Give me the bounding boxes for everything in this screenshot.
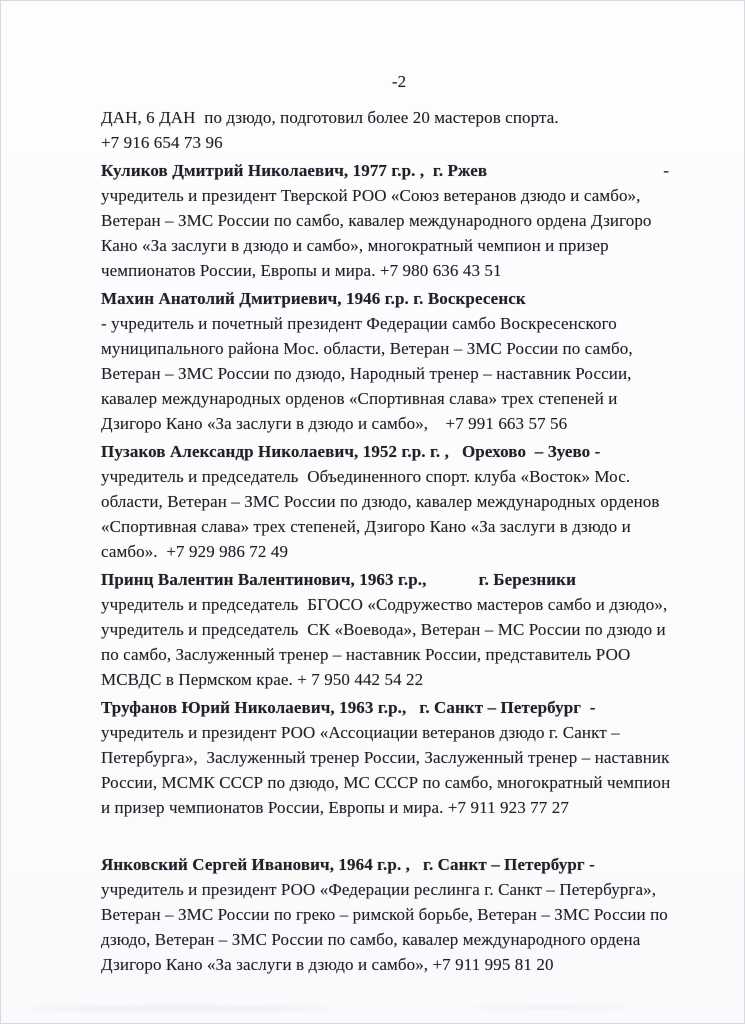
description-line: Ветеран – ЗМС России по дзюдо, Народный тренер – наставник России,	[101, 364, 632, 383]
person-description	[101, 183, 669, 283]
person-entry	[101, 567, 669, 692]
page-number: -2	[391, 72, 407, 91]
heading-dash: -	[663, 161, 669, 180]
description-line: чемпионатов России, Европы и мира. +7 980 636 43 51	[101, 261, 502, 280]
description-line: Кано «За заслуги в дзюдо и самбо», многократный чемпион и призер	[101, 236, 609, 255]
person-description	[101, 720, 669, 820]
description-line: муниципального района Мос. области, Ветеран – ЗМС России по самбо,	[101, 339, 633, 358]
description-line: России, МСМК СССР по дзюдо, МС СССР по самбо, многократный чемпион	[101, 773, 671, 792]
entries-list	[101, 158, 669, 977]
person-description	[101, 592, 669, 692]
person-heading: Пузаков Александр Николаевич, 1952 г.р. г. , Орехово – Зуево -	[101, 442, 601, 461]
description-line: по самбо, Заслуженный тренер – наставник России, представитель РОО	[101, 645, 631, 664]
description-line: учредитель и президент Тверской РОО «Союз ветеранов дзюдо и самбо»,	[101, 186, 641, 205]
person-heading-row	[101, 439, 669, 464]
person-entry	[101, 852, 669, 977]
person-entry	[101, 439, 669, 564]
description-line: Дзигоро Кано «За заслуги в дзюдо и самбо», +7 991 663 57 56	[101, 414, 568, 433]
person-description	[101, 464, 669, 564]
person-description	[101, 877, 669, 977]
description-line: МСВДС в Пермском крае. + 7 950 442 54 22	[101, 670, 424, 689]
description-line: учредитель и президент РОО «Ассоциации ветеранов дзюдо г. Санкт –	[101, 723, 620, 742]
person-heading-row	[101, 852, 669, 877]
description-line: «Спортивная слава» трех степеней, Дзигоро Кано «За заслуги в дзюдо и	[101, 517, 631, 536]
person-heading: Янковский Сергей Иванович, 1964 г.р. , г. Санкт – Петербург -	[101, 855, 595, 874]
person-description	[101, 311, 669, 436]
intro-line: +7 916 654 73 96	[101, 133, 223, 152]
person-heading: Принц Валентин Валентинович, 1963 г.р., г. Березники	[101, 570, 576, 589]
description-line: области, Ветеран – ЗМС России по дзюдо, кавалер международных орденов	[101, 492, 660, 511]
description-line: самбо». +7 929 986 72 49	[101, 542, 289, 561]
person-heading: Куликов Дмитрий Николаевич, 1977 г.р. , г. Ржев	[101, 161, 488, 180]
description-line: Ветеран – ЗМС России по греко – римской борьбе, Ветеран – ЗМС России по	[101, 905, 668, 924]
description-line: Дзигоро Кано «За заслуги в дзюдо и самбо», +7 911 995 81 20	[101, 955, 554, 974]
person-heading: Махин Анатолий Дмитриевич, 1946 г.р. г. Воскресенск	[101, 289, 526, 308]
person-heading-row	[101, 695, 669, 720]
description-line: - учредитель и почетный президент Федерации самбо Воскресенского	[101, 314, 617, 333]
scan-smudge	[31, 1006, 331, 1011]
description-line: Ветеран – ЗМС России по самбо, кавалер международного ордена Дзигоро	[101, 211, 652, 230]
person-heading-row	[101, 567, 669, 592]
description-line: учредитель и председатель СК «Воевода», Ветеран – МС России по дзюдо и	[101, 620, 666, 639]
scan-smudge	[471, 1005, 631, 1009]
description-line: дзюдо, Ветеран – ЗМС России по самбо, кавалер международного ордена	[101, 930, 641, 949]
description-line: учредитель и президент РОО «Федерации реслинга г. Санкт – Петербурга»,	[101, 880, 657, 899]
description-line: и призер чемпионатов России, Европы и мира. +7 911 923 77 27	[101, 798, 569, 817]
person-entry	[101, 695, 669, 820]
person-heading-row	[101, 286, 669, 311]
person-heading-row	[101, 158, 669, 183]
person-heading: Труфанов Юрий Николаевич, 1963 г.р., г. Санкт – Петербург -	[101, 698, 596, 717]
page-content	[101, 69, 669, 977]
description-line: учредитель и председатель Объединенного спорт. клуба «Восток» Мос.	[101, 467, 631, 486]
intro-line: ДАН, 6 ДАН по дзюдо, подготовил более 20 мастеров спорта.	[101, 108, 559, 127]
person-entry	[101, 286, 669, 436]
person-entry	[101, 158, 669, 283]
description-line: кавалер международных орденов «Спортивная слава» трех степеней и	[101, 389, 618, 408]
intro-paragraph	[101, 105, 669, 155]
description-line: Петербурга», Заслуженный тренер России, Заслуженный тренер – наставник	[101, 748, 670, 767]
description-line: учредитель и председатель БГОСО «Содружество мастеров самбо и дзюдо»,	[101, 595, 668, 614]
